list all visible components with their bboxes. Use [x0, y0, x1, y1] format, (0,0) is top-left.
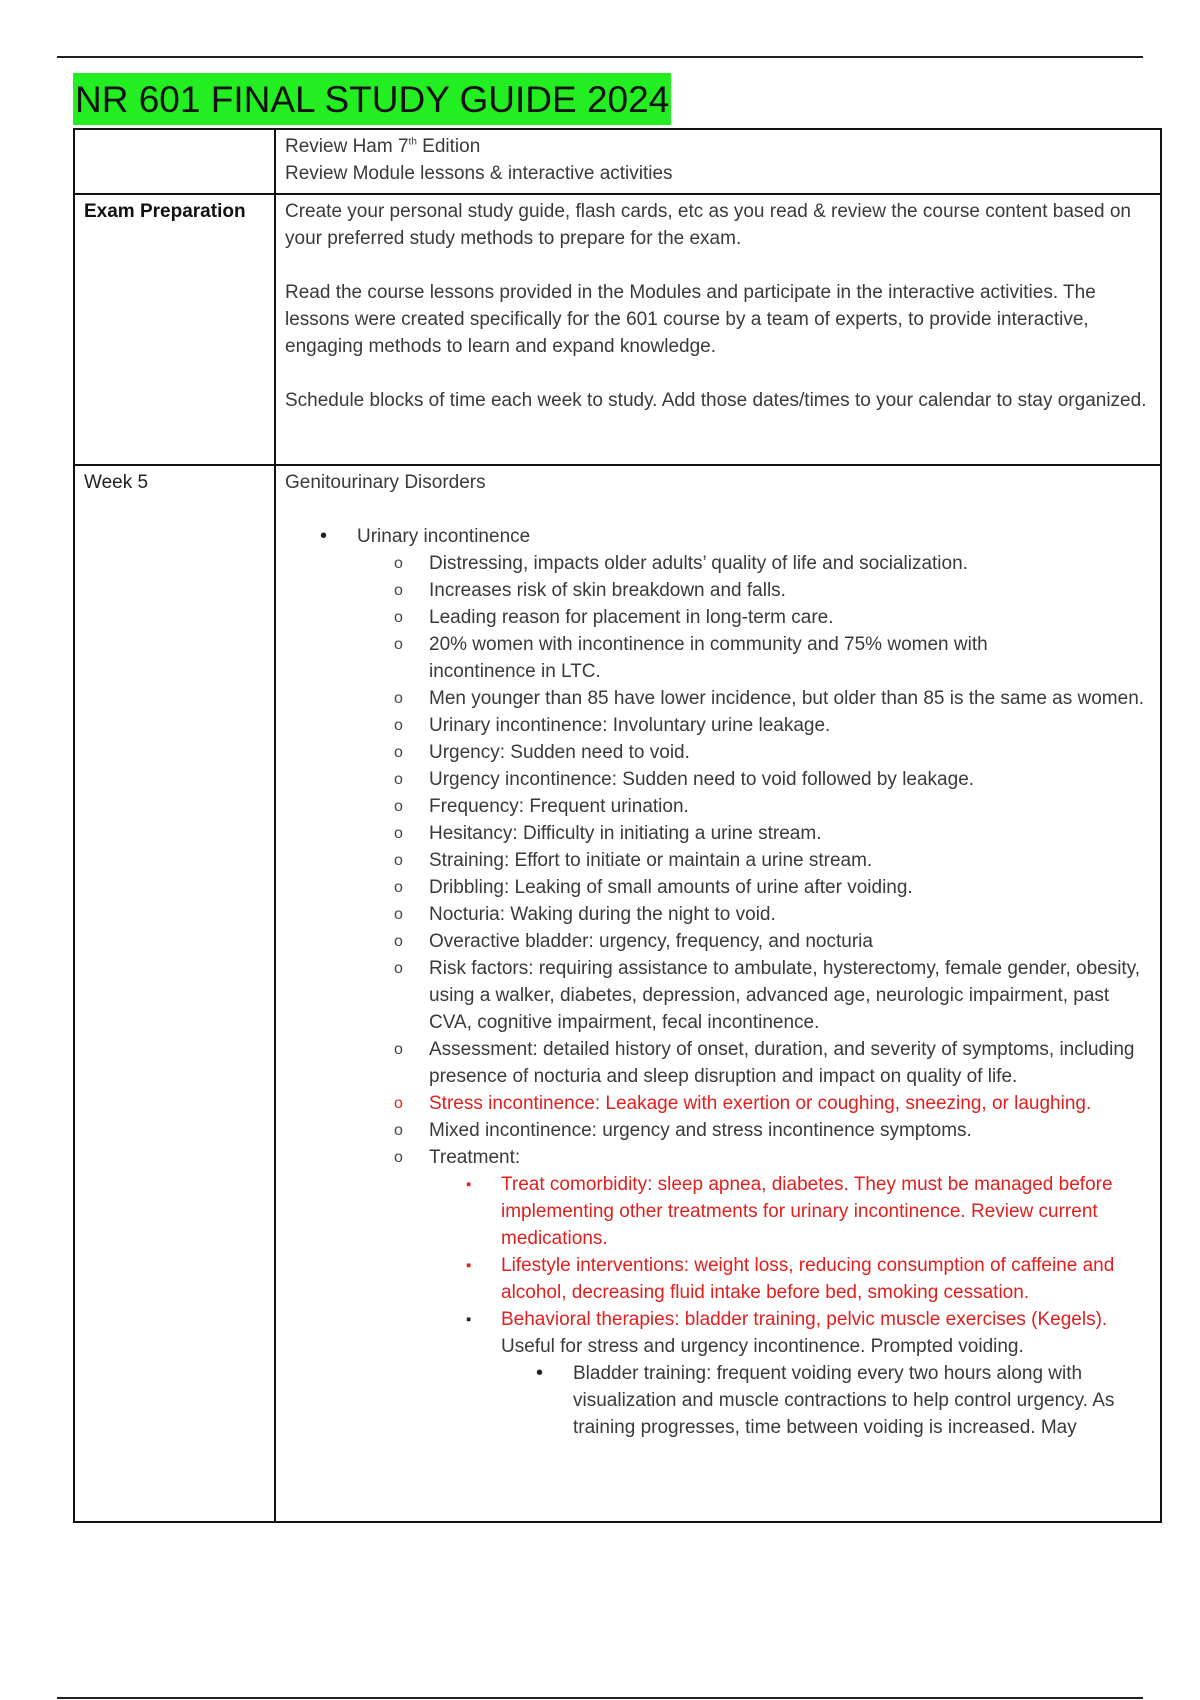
- list-item: o Mixed incontinence: urgency and stress incontinence symptoms.: [429, 1117, 1151, 1144]
- exam-prep-paragraph: Schedule blocks of time each week to study. Add those dates/times to your calendar to stay organized.: [285, 390, 1147, 411]
- review-modules-line: Review Module lessons & interactive activities: [285, 163, 673, 184]
- week5-content: [275, 465, 1161, 1522]
- top-rule: [57, 56, 1143, 58]
- list-item: o Frequency: Frequent urination.: [429, 793, 1151, 820]
- header-label-cell: [74, 129, 275, 194]
- exam-prep-paragraph: Read the course lessons provided in the Modules and participate in the interactive activities. The lessons were created specifically for the 601 course by a team of experts, to provide interactive, engaging methods to learn and expand knowledge.: [285, 282, 1096, 357]
- document-title: NR 601 FINAL STUDY GUIDE 2024: [73, 73, 671, 125]
- review-ham-line: Review Ham 7th Edition: [285, 136, 481, 157]
- treatment-list: [429, 1171, 1151, 1441]
- list-item: • Urinary incontinence o Distressing, impacts older adults’ quality of life and socialization. o Increases risk of skin breakdown and falls. o Leading reason for placement in long-term care. o 20% women with incontinence in community and 75% women with incontinence in LTC. o Men younger than 85 have lower incidence, but older than 85 is the same as women. o Urinary incontinence: Involuntary urine leakage. o Urgency: Sudden need to void. o Urgency incontinence: Sudden need to void followed by leakage. o Frequency: Frequent urination. o Hesitancy: Difficulty in initiating a urine stream. o Straining: Effort to initiate or maintain a urine stream. o Dribbling: Leaking of small amounts of urine after voiding. o Nocturia: Waking during the night to void. o Overactive bladder: urgency, frequency, and nocturia o Risk factors: requiring assistance to ambulate, hysterectomy, female gender, obesity, using a walker, diabetes, depression, advanced age, neurologic impairment, past CVA, cognitive impairment, fecal incontinence. o Assessment: detailed history of onset, duration, and severity of symptoms, including presence of nocturia and sleep disruption and impact on quality of life. o Stress incontinence: Leakage with exertion or coughing, sneezing, or laughing. o Mixed incontinence: urgency and stress incontinence symptoms. o Treatment: ▪ Treat comorbidity: sleep apnea, diabetes. They must be managed before implementing other treatments for urinary incontinence. Review current medications. ▪ Lifestyle interventions: weight loss, reducing consumption of caffeine and alcohol, decreasing fluid intake before bed, smoking cessation. ▪ Behavioral therapies: bladder training, pelvic muscle exercises (Kegels). Useful for stress and urgency incontinence. Prompted voiding. • Bladder training: frequent voiding every two hours along with visualization and muscle contractions to help control urgency. As training progresses, time between voiding is increased. May: [357, 523, 1151, 1441]
- list-item: o Urgency: Sudden need to void.: [429, 739, 1151, 766]
- exam-prep-content: [275, 194, 1161, 465]
- treatment-item: ▪ Behavioral therapies: bladder training, pelvic muscle exercises (Kegels). Useful for stress and urgency incontinence. Prompted voiding. • Bladder training: frequent voiding every two hours along with visualization and muscle contractions to help control urgency. As training progresses, time between voiding is increased. May: [501, 1306, 1151, 1441]
- treatment-item: ▪ Treat comorbidity: sleep apnea, diabetes. They must be managed before implementing other treatments for urinary incontinence. Review current medications.: [501, 1171, 1151, 1252]
- exam-prep-paragraph: Create your personal study guide, flash cards, etc as you read & review the course content based on your preferred study methods to prepare for the exam.: [285, 201, 1131, 249]
- list-item: o Leading reason for placement in long-term care.: [429, 604, 1151, 631]
- list-item: o Hesitancy: Difficulty in initiating a urine stream.: [429, 820, 1151, 847]
- sub-list: [357, 550, 1151, 1441]
- behavioral-sub-list: [501, 1360, 1151, 1441]
- list-item: o Overactive bladder: urgency, frequency, and nocturia: [429, 928, 1151, 955]
- section-heading: Genitourinary Disorders: [285, 472, 486, 493]
- list-item: o Straining: Effort to initiate or maintain a urine stream.: [429, 847, 1151, 874]
- exam-prep-label: Exam Preparation: [74, 194, 275, 465]
- list-item: o Nocturia: Waking during the night to void.: [429, 901, 1151, 928]
- list-item: o Dribbling: Leaking of small amounts of urine after voiding.: [429, 874, 1151, 901]
- list-item: • Bladder training: frequent voiding every two hours along with visualization and muscle contractions to help control urgency. As training progresses, time between voiding is increased. May: [573, 1360, 1151, 1441]
- list-item: o Treatment: ▪ Treat comorbidity: sleep apnea, diabetes. They must be managed before implementing other treatments for urinary incontinence. Review current medications. ▪ Lifestyle interventions: weight loss, reducing consumption of caffeine and alcohol, decreasing fluid intake before bed, smoking cessation. ▪ Behavioral therapies: bladder training, pelvic muscle exercises (Kegels). Useful for stress and urgency incontinence. Prompted voiding. • Bladder training: frequent voiding every two hours along with visualization and muscle contractions to help control urgency. As training progresses, time between voiding is increased. May: [429, 1144, 1151, 1441]
- week5-row: [74, 465, 1161, 1522]
- list-item: o Urinary incontinence: Involuntary urine leakage.: [429, 712, 1151, 739]
- list-item-highlighted: o Stress incontinence: Leakage with exertion or coughing, sneezing, or laughing.: [429, 1090, 1151, 1117]
- study-guide-table: [73, 128, 1162, 1523]
- list-item: o Risk factors: requiring assistance to ambulate, hysterectomy, female gender, obesity, using a walker, diabetes, depression, advanced age, neurologic impairment, past CVA, cognitive impairment, fecal incontinence.: [429, 955, 1151, 1036]
- list-item: o Assessment: detailed history of onset, duration, and severity of symptoms, including presence of nocturia and sleep disruption and impact on quality of life.: [429, 1036, 1151, 1090]
- week5-label: Week 5: [74, 465, 275, 1522]
- bottom-rule: [57, 1697, 1143, 1699]
- header-row: [74, 129, 1161, 194]
- treatment-item: ▪ Lifestyle interventions: weight loss, reducing consumption of caffeine and alcohol, decreasing fluid intake before bed, smoking cessation.: [501, 1252, 1151, 1306]
- exam-prep-row: [74, 194, 1161, 465]
- topic-list: [285, 523, 1151, 1441]
- list-item: o Increases risk of skin breakdown and falls.: [429, 577, 1151, 604]
- list-item: o 20% women with incontinence in community and 75% women with incontinence in LTC.: [429, 631, 1151, 685]
- list-item: o Urgency incontinence: Sudden need to void followed by leakage.: [429, 766, 1151, 793]
- list-item: o Distressing, impacts older adults’ quality of life and socialization.: [429, 550, 1151, 577]
- header-content-cell: [275, 129, 1161, 194]
- list-item: o Men younger than 85 have lower incidence, but older than 85 is the same as women.: [429, 685, 1151, 712]
